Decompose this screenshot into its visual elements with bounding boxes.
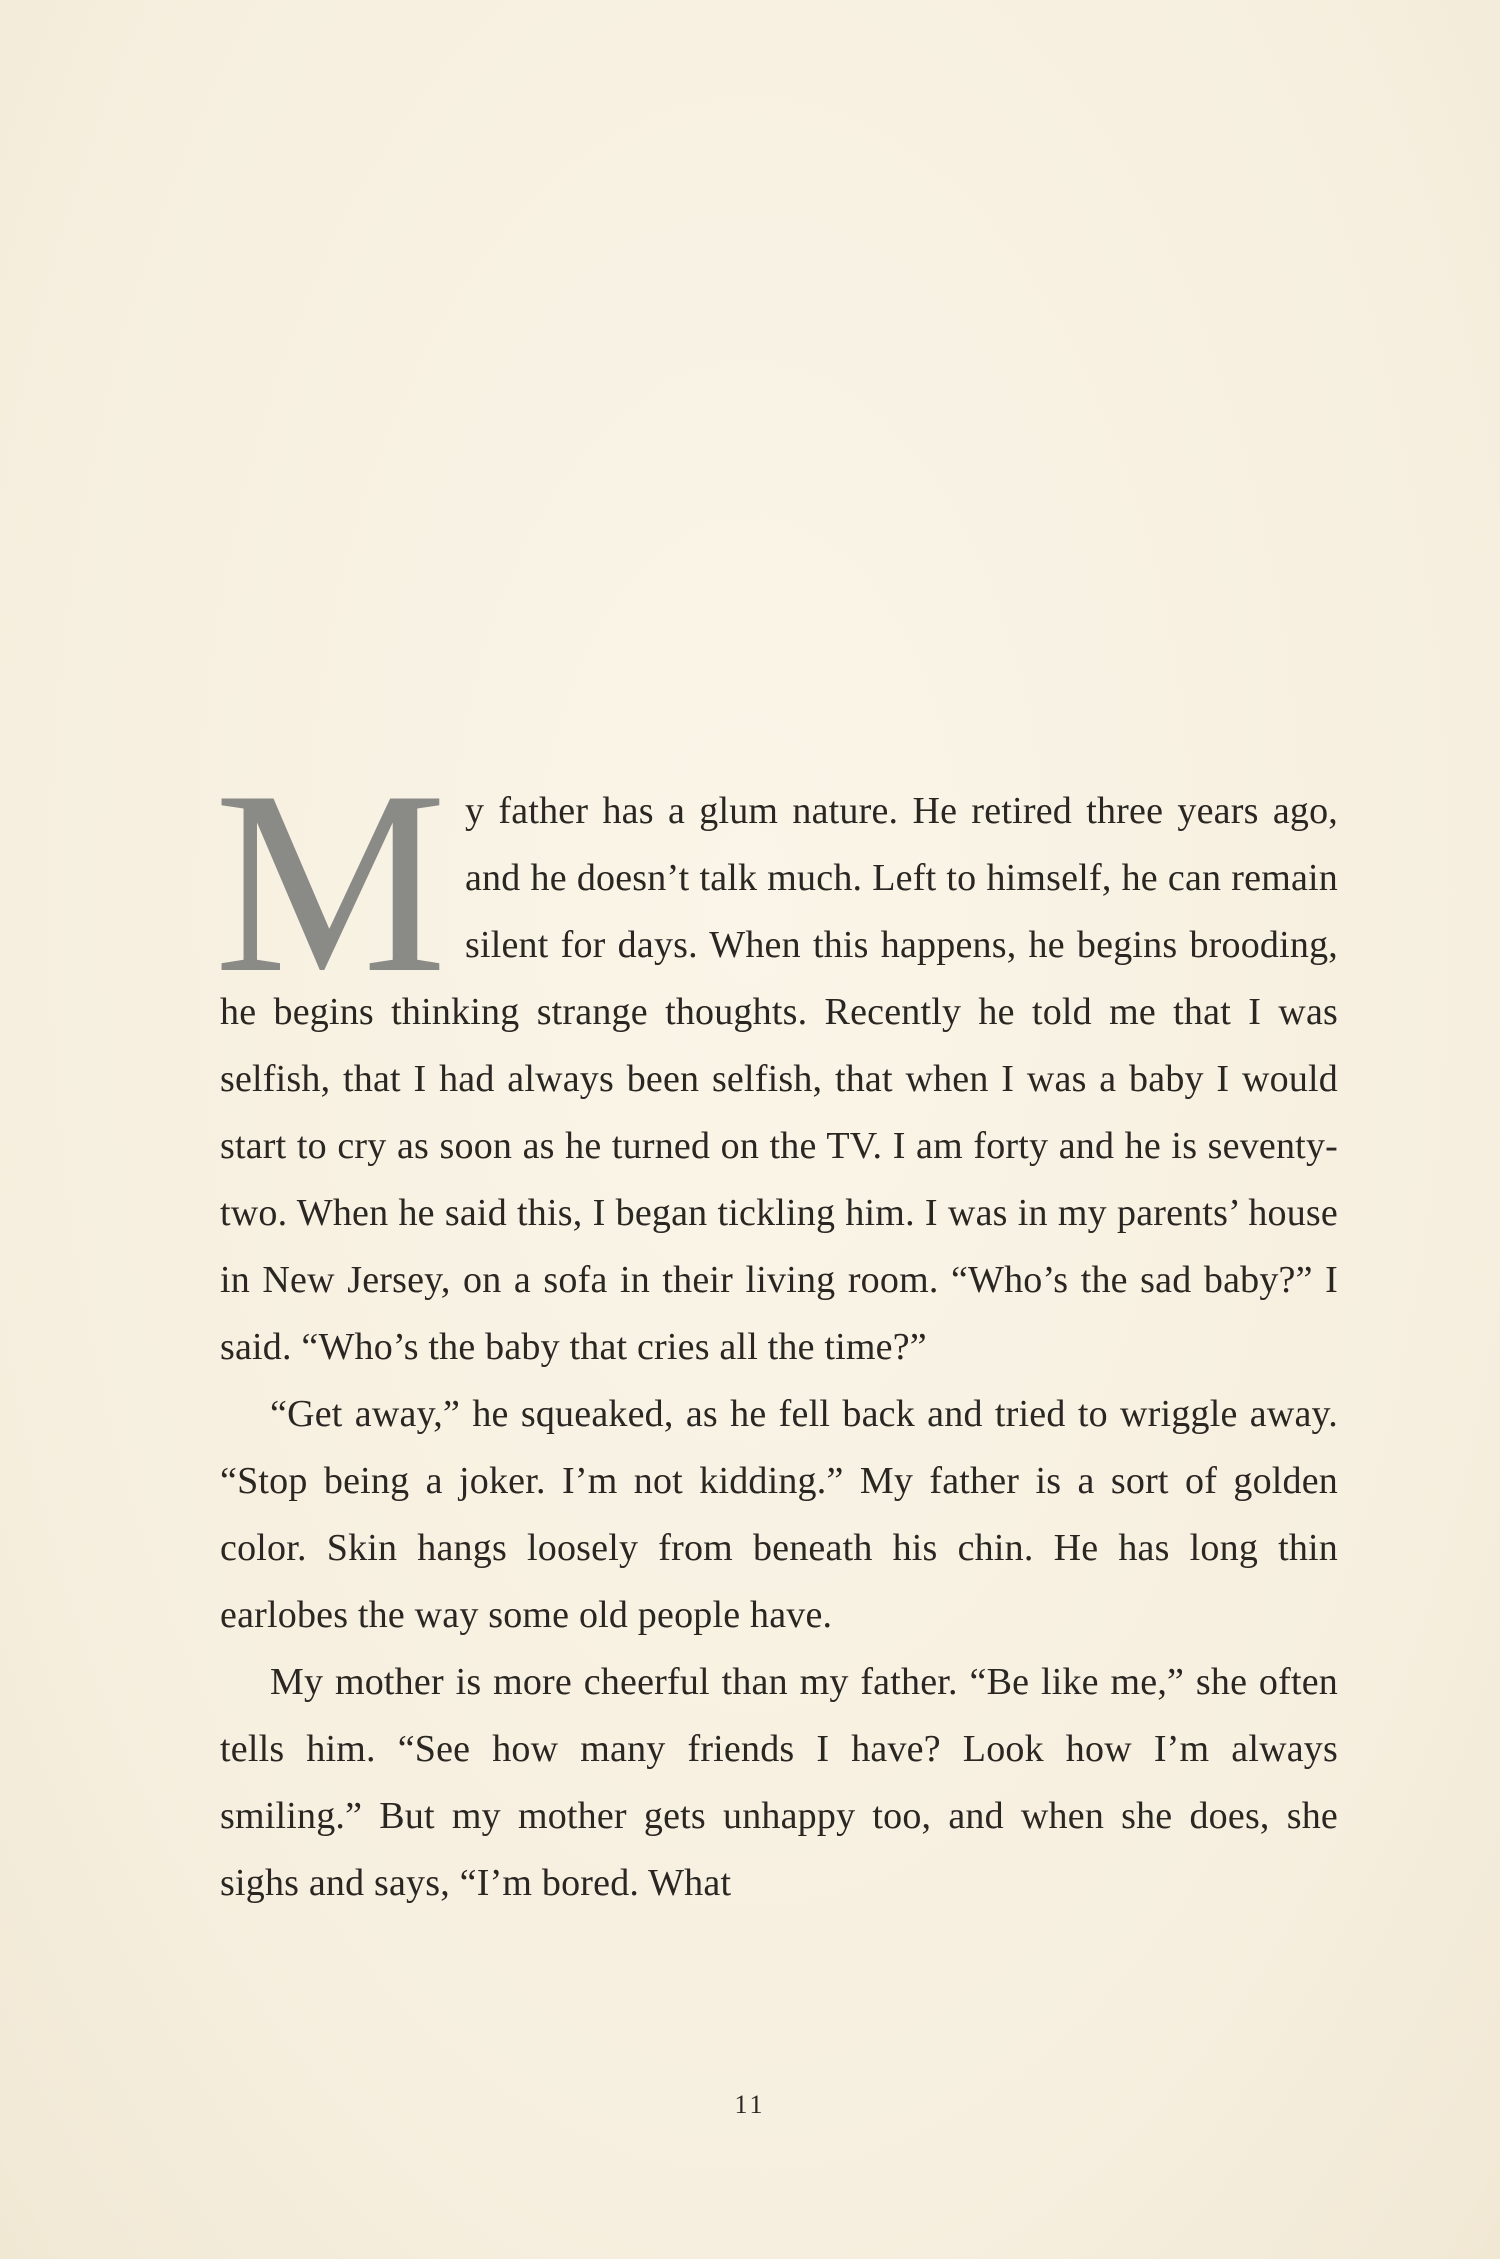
page-number: 11 bbox=[734, 2090, 766, 2119]
paragraph-2: “Get away,” he squeaked, as he fell back and tried to wriggle away. “Stop being a joker. I’m not kidding.” My father is a sort of golden color. Skin hangs loosely from beneath his chin. He has long thin earlobes the way some old people have. bbox=[220, 1393, 1338, 1636]
paragraph-3: My mother is more cheerful than my father. “Be like me,” she often tells him. “See how many friends I have? Look how I’m always smiling.” But my mother gets unhappy too, and when she does, she sighs and says, “I’m bored. What bbox=[220, 1661, 1338, 1904]
paragraph-1-text: y father has a glum nature. He retired three years ago, and he doesn’t talk much. Left to himself, he can remain silent for days. When this happens, he begins brooding, he begins thinking strange thoughts. Recently he told me that I was selfish, that I had always been selfish, that when I was a baby I would start to cry as soon as he turned on the TV. I am forty and he is seventy-two. When he said this, I began tickling him. I was in my parents’ house in New Jersey, on a sofa in their living room. “Who’s the sad baby?” I said. “Who’s the baby that cries all the time?” bbox=[220, 790, 1338, 1368]
body-text bbox=[214, 737, 1338, 1917]
paragraph-1 bbox=[214, 737, 1338, 1381]
drop-cap: M bbox=[214, 737, 447, 1027]
